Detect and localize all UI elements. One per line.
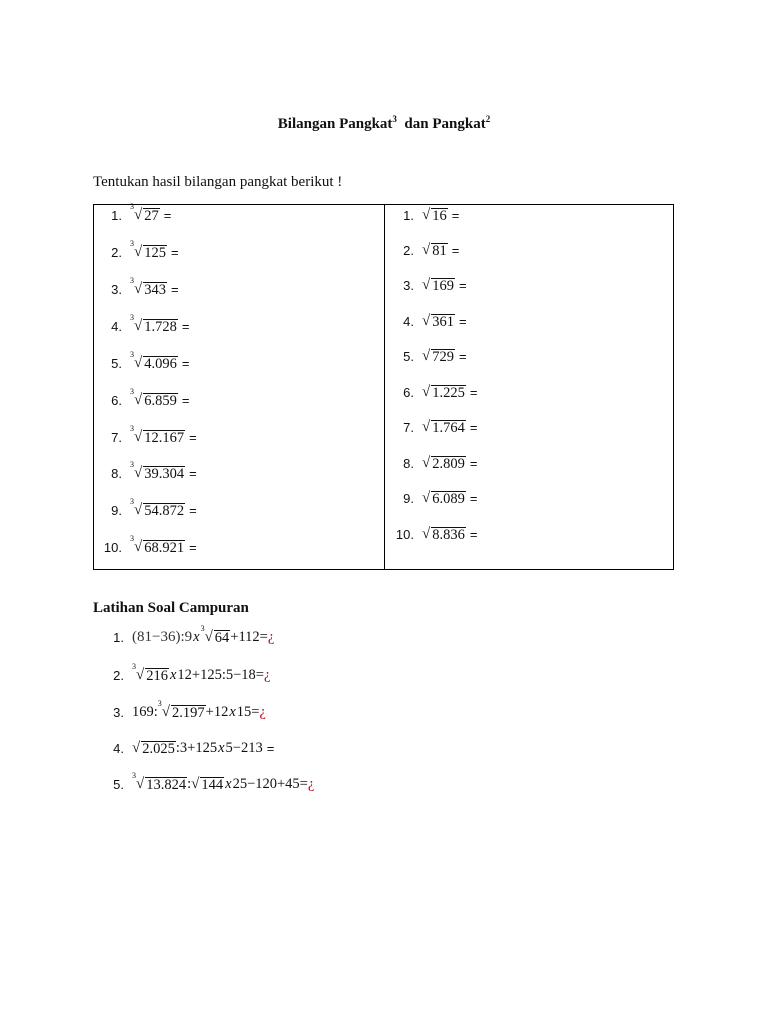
title-part1: Bilangan Pangkat xyxy=(277,116,393,132)
list-item xyxy=(98,313,190,335)
equals-sign: = xyxy=(189,430,197,445)
list-item xyxy=(390,455,477,472)
cube-root-expression xyxy=(130,424,185,446)
title-part2: dan Pangkat xyxy=(404,116,486,132)
radicand: 68.921 xyxy=(144,539,185,556)
radicand: 4.096 xyxy=(144,355,177,372)
equals-sign: = xyxy=(458,314,467,329)
equals-sign: = xyxy=(181,356,190,371)
expression-text: :3+125 xyxy=(175,740,218,756)
radicand: 54.872 xyxy=(144,502,185,519)
item-number: 3. xyxy=(403,278,414,293)
square-root-expression xyxy=(422,348,455,365)
square-root-expression xyxy=(422,455,466,472)
math-expression xyxy=(132,662,271,684)
root-index: 3 xyxy=(130,276,134,285)
cube-root-expression xyxy=(130,387,178,409)
instruction-text: Tentukan hasil bilangan pangkat berikut ! xyxy=(93,174,343,190)
list-item xyxy=(98,350,190,372)
item-number: 10. xyxy=(395,527,414,542)
radicand: 12.167 xyxy=(144,429,185,446)
radical-sign: 3 √ xyxy=(132,662,145,683)
radical-sign: √ xyxy=(422,384,431,400)
item-number: 4. xyxy=(111,319,122,334)
cube-root-expression xyxy=(132,771,187,793)
radical-sign: √ xyxy=(422,348,431,364)
item-number: 6. xyxy=(403,385,414,400)
equals-sign: = xyxy=(458,278,467,293)
square-root-expression xyxy=(191,776,224,793)
mixed-item xyxy=(100,740,274,757)
multiply-symbol: x xyxy=(225,776,232,792)
expression-text: 169: xyxy=(132,704,158,720)
exercise-table xyxy=(93,204,674,570)
cube-root-expression xyxy=(130,460,185,482)
root-index: 3 xyxy=(132,771,136,780)
math-expression xyxy=(132,624,275,646)
radical-sign: 3 √ xyxy=(130,534,143,555)
root-index: 3 xyxy=(130,534,134,543)
item-number: 1. xyxy=(403,208,414,223)
equals-sign: = xyxy=(469,456,478,471)
radicand: 2.197 xyxy=(172,704,205,721)
table-divider xyxy=(384,205,385,569)
radical-sign: 3 √ xyxy=(130,350,143,371)
radical-sign: 3 √ xyxy=(130,313,143,334)
cube-root-expression xyxy=(130,276,167,298)
list-item xyxy=(98,239,179,261)
radicand: 81 xyxy=(432,242,447,259)
item-number: 2. xyxy=(403,243,414,258)
item-number: 7. xyxy=(111,430,122,445)
math-expression xyxy=(132,740,274,757)
equals-sign: = xyxy=(170,282,179,297)
item-number: 5. xyxy=(113,777,124,792)
square-root-expression xyxy=(132,740,176,757)
root-index: 3 xyxy=(132,662,136,671)
radicand: 64 xyxy=(214,629,230,646)
list-item xyxy=(390,348,467,365)
title-sup1: 3 xyxy=(392,114,397,124)
radical-sign: 3 √ xyxy=(130,276,143,297)
square-root-expression xyxy=(422,526,466,543)
expression-text: (81−36):9 xyxy=(132,629,193,645)
item-number: 3. xyxy=(113,705,124,720)
equals-sign: = xyxy=(163,208,172,223)
item-number: 10. xyxy=(103,540,122,555)
item-number: 5. xyxy=(111,356,122,371)
title-sup2: 2 xyxy=(485,114,491,124)
radicand: 16 xyxy=(432,207,447,224)
square-root-expression xyxy=(422,419,466,436)
equals-sign: = xyxy=(266,741,275,756)
item-number: 8. xyxy=(403,456,414,471)
radical-sign: √ xyxy=(422,242,431,258)
root-index: 3 xyxy=(200,624,205,633)
radicand: 8.836 xyxy=(432,526,465,543)
list-item xyxy=(390,526,477,543)
equals-sign: = xyxy=(469,491,478,506)
expression-text: 25−120+45= xyxy=(232,776,308,792)
radical-sign: √ xyxy=(422,313,431,329)
item-number: 4. xyxy=(113,741,124,756)
list-item xyxy=(98,387,190,409)
multiply-symbol: x xyxy=(169,667,177,683)
list-item xyxy=(98,202,172,224)
radical-sign: 3 √ xyxy=(130,460,143,481)
radical-sign: √ xyxy=(132,740,141,756)
radicand: 1.764 xyxy=(432,419,465,436)
radicand: 169 xyxy=(432,277,454,294)
multiply-symbol: x xyxy=(229,704,236,720)
cube-root-expression xyxy=(200,624,231,646)
radical-sign: 3 √ xyxy=(130,497,143,518)
radicand: 6.089 xyxy=(432,490,465,507)
equals-sign: = xyxy=(170,245,179,260)
cube-root-expression xyxy=(132,662,169,684)
mixed-item xyxy=(100,699,266,721)
equals-sign: = xyxy=(451,243,460,258)
item-number: 3. xyxy=(111,282,122,297)
cube-root-expression xyxy=(130,239,167,261)
radicand: 1.728 xyxy=(144,318,177,335)
radical-sign: 3 √ xyxy=(130,202,143,223)
expression-text: 12+125:5−18= xyxy=(177,667,264,683)
mixed-item xyxy=(100,662,271,684)
radicand: 13.824 xyxy=(146,776,187,793)
root-index: 3 xyxy=(130,387,134,396)
math-expression xyxy=(132,699,266,721)
radical-sign: √ xyxy=(422,526,431,542)
mixed-item xyxy=(100,771,315,793)
radical-sign: 3 √ xyxy=(200,624,213,645)
answer-mark: ¿ xyxy=(307,776,315,792)
equals-sign: = xyxy=(189,466,197,481)
root-index: 3 xyxy=(130,350,134,359)
item-number: 9. xyxy=(111,503,122,518)
item-number: 1. xyxy=(111,208,122,223)
equals-sign: = xyxy=(181,319,190,334)
root-index: 3 xyxy=(130,460,134,469)
answer-mark: ¿ xyxy=(267,629,275,645)
list-item xyxy=(390,419,477,436)
root-index: 3 xyxy=(130,239,134,248)
radicand: 125 xyxy=(144,244,166,261)
list-item xyxy=(98,276,179,298)
equals-sign: = xyxy=(451,208,460,223)
item-number: 7. xyxy=(403,420,414,435)
square-root-expression xyxy=(422,313,455,330)
cube-root-expression xyxy=(130,534,185,556)
answer-mark: ¿ xyxy=(259,704,266,720)
cube-root-expression xyxy=(157,699,206,721)
equals-sign: = xyxy=(469,385,478,400)
expression-text: +12 xyxy=(205,704,229,720)
item-number: 4. xyxy=(403,314,414,329)
item-number: 2. xyxy=(111,245,122,260)
radical-sign: √ xyxy=(422,419,431,435)
radicand: 39.304 xyxy=(144,465,185,482)
item-number: 2. xyxy=(113,668,124,683)
radical-sign: 3 √ xyxy=(132,771,145,792)
radicand: 27 xyxy=(144,207,159,224)
list-item xyxy=(98,460,197,482)
list-item xyxy=(98,424,197,446)
radical-sign: √ xyxy=(422,277,431,293)
radicand: 2.809 xyxy=(432,455,465,472)
item-number: 1. xyxy=(113,630,124,645)
item-number: 6. xyxy=(111,393,122,408)
item-number: 8. xyxy=(111,466,122,481)
radical-sign: √ xyxy=(422,455,431,471)
expression-text: : xyxy=(187,776,192,792)
item-number: 5. xyxy=(403,349,414,364)
mixed-section-title: Latihan Soal Campuran xyxy=(93,600,249,616)
cube-root-expression xyxy=(130,313,178,335)
list-item xyxy=(390,207,459,224)
root-index: 3 xyxy=(130,202,134,211)
radicand: 343 xyxy=(144,281,166,298)
cube-root-expression xyxy=(130,202,160,224)
square-root-expression xyxy=(422,277,455,294)
radical-sign: √ xyxy=(422,490,431,506)
multiply-symbol: x xyxy=(193,629,200,645)
equals-sign: = xyxy=(458,349,467,364)
expression-text: 5−213 xyxy=(225,740,263,756)
list-item xyxy=(390,242,459,259)
list-item xyxy=(390,313,467,330)
equals-sign: = xyxy=(181,393,190,408)
list-item xyxy=(98,534,197,556)
answer-mark: ¿ xyxy=(263,667,271,683)
equals-sign: = xyxy=(469,527,478,542)
cube-root-expression xyxy=(130,497,185,519)
radical-sign: 3 √ xyxy=(130,239,143,260)
square-root-expression xyxy=(422,207,448,224)
radical-sign: √ xyxy=(191,776,200,792)
list-item xyxy=(390,490,477,507)
radical-sign: √ xyxy=(422,207,431,223)
equals-sign: = xyxy=(189,540,197,555)
equals-sign: = xyxy=(189,503,197,518)
expression-text: +112= xyxy=(230,629,268,645)
radical-sign: 3 √ xyxy=(157,699,171,720)
root-index: 3 xyxy=(130,497,134,506)
page-title xyxy=(0,114,768,133)
radicand: 361 xyxy=(432,313,454,330)
radicand: 1.225 xyxy=(432,384,465,401)
radicand: 144 xyxy=(201,776,224,793)
square-root-expression xyxy=(422,242,448,259)
list-item xyxy=(390,384,477,401)
radicand: 6.859 xyxy=(144,392,177,409)
root-index: 3 xyxy=(130,313,134,322)
expression-text: 15= xyxy=(236,704,260,720)
list-item xyxy=(390,277,467,294)
radical-sign: 3 √ xyxy=(130,387,143,408)
cube-root-expression xyxy=(130,350,178,372)
mixed-item xyxy=(100,624,275,646)
radicand: 2.025 xyxy=(142,740,175,757)
item-number: 9. xyxy=(403,491,414,506)
equals-sign: = xyxy=(469,420,478,435)
square-root-expression xyxy=(422,490,466,507)
radical-sign: 3 √ xyxy=(130,424,143,445)
multiply-symbol: x xyxy=(218,740,225,756)
root-index: 3 xyxy=(157,699,162,708)
math-expression xyxy=(132,771,315,793)
radicand: 729 xyxy=(432,348,454,365)
list-item xyxy=(98,497,197,519)
radicand: 216 xyxy=(146,667,168,684)
root-index: 3 xyxy=(130,424,134,433)
square-root-expression xyxy=(422,384,466,401)
